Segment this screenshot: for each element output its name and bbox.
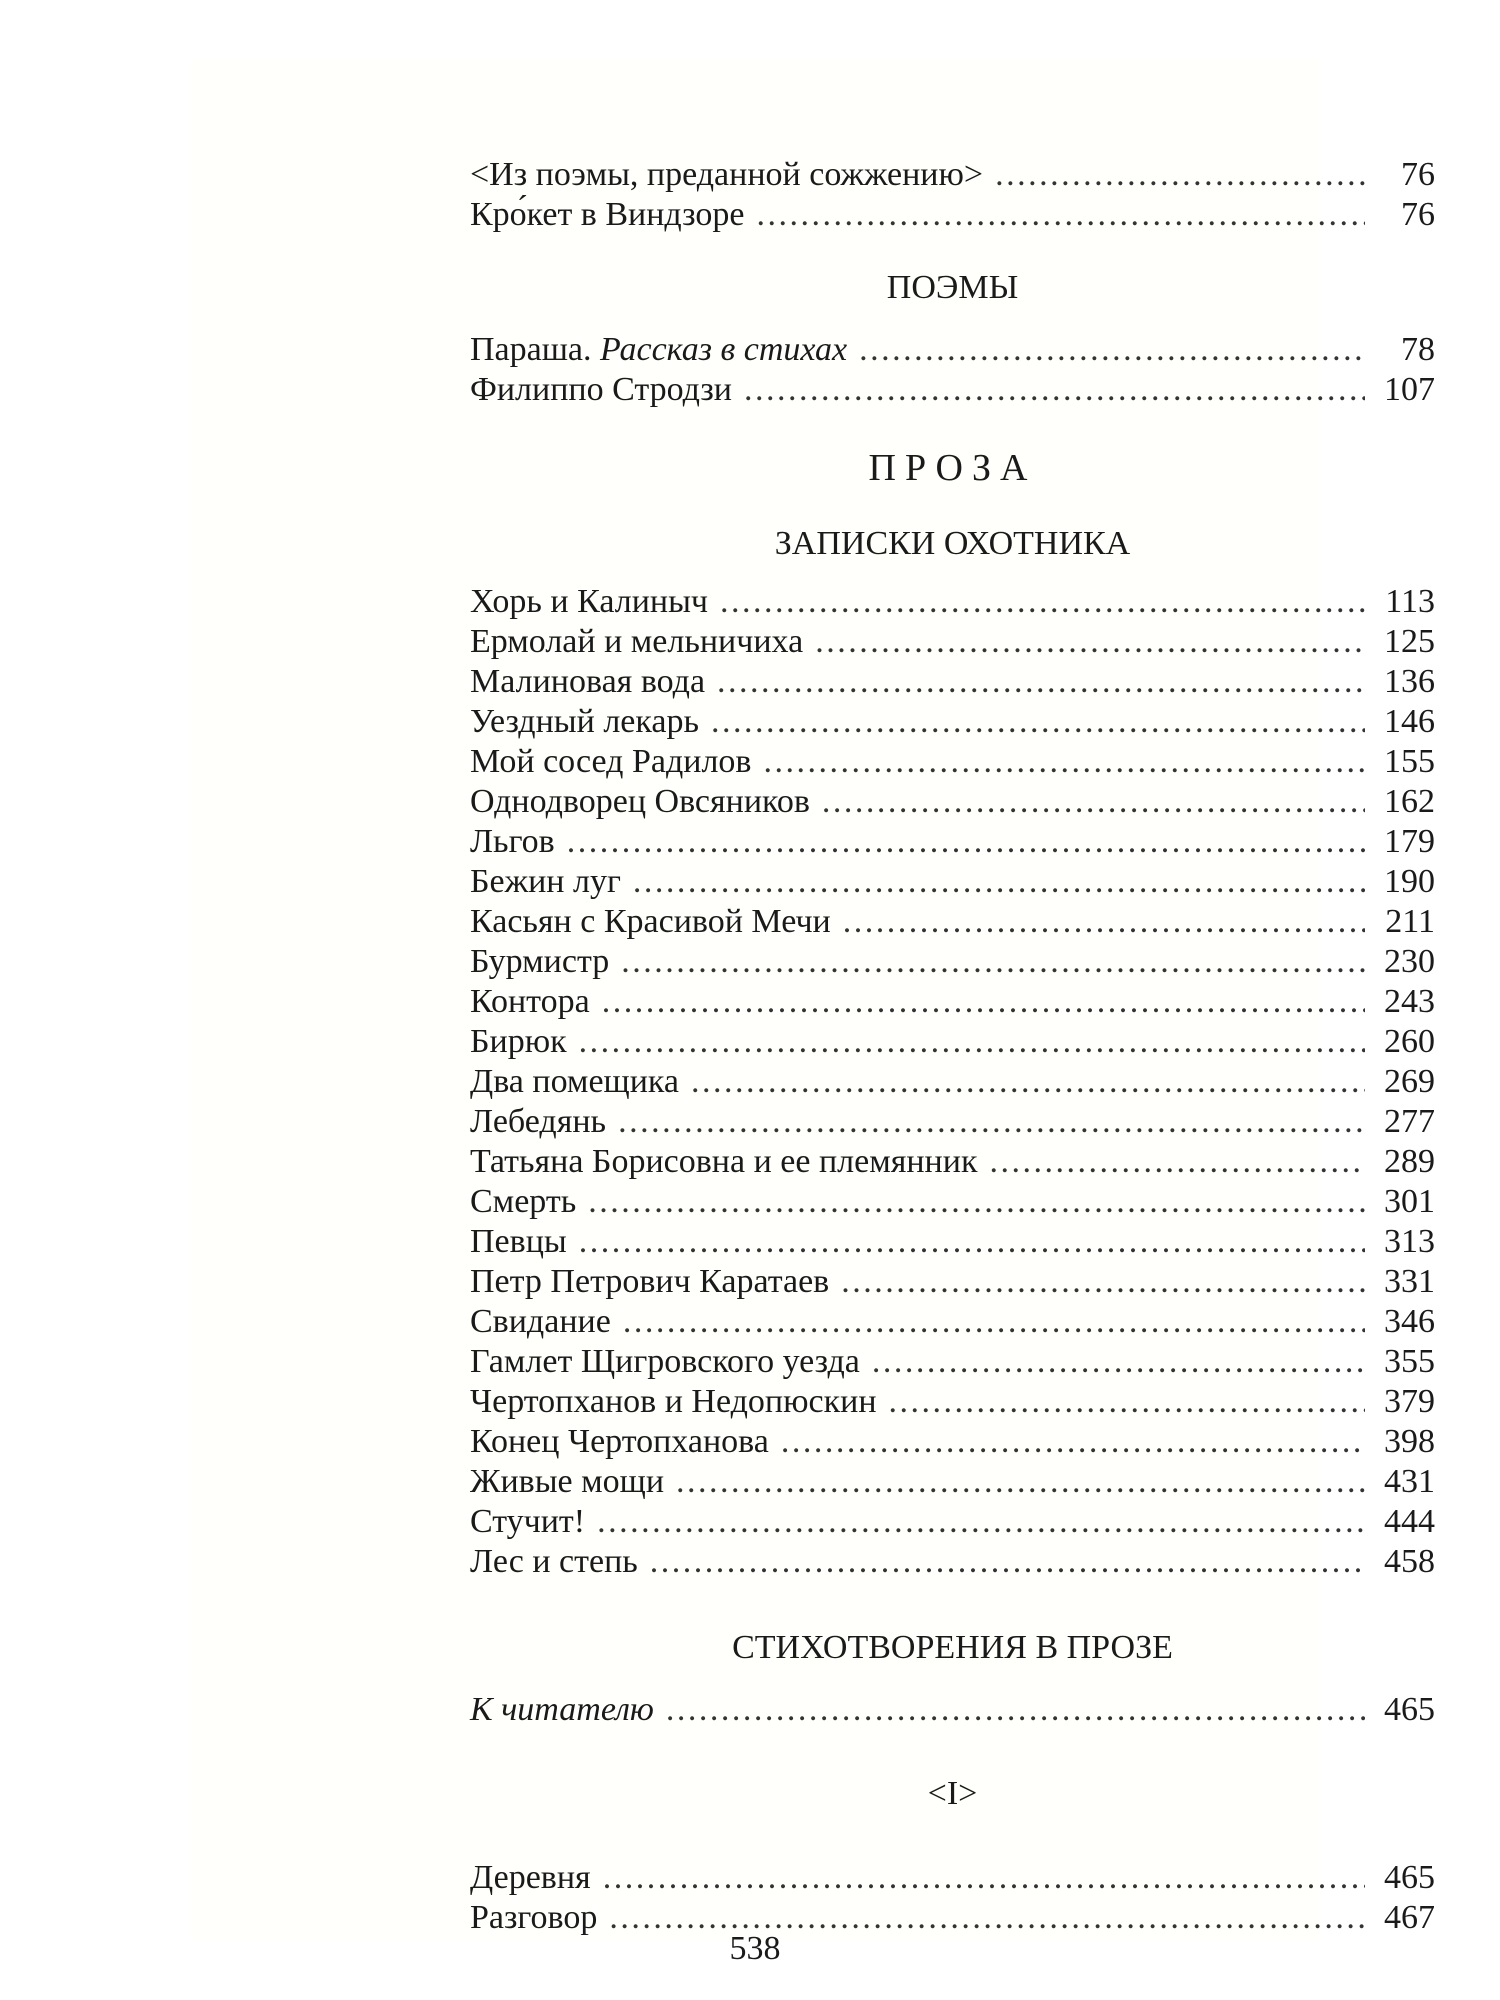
table-of-contents <box>470 155 1435 1938</box>
toc-entry <box>470 1542 1435 1582</box>
toc-entry-title: Уездный лекарь <box>470 703 700 740</box>
toc-entry <box>470 1182 1435 1222</box>
toc-entry-title: Чертопханов и Недопюскин <box>470 1383 877 1420</box>
toc-entry-page: 301 <box>1384 1183 1435 1220</box>
hunter-entries <box>470 582 1435 1582</box>
dot-leader <box>744 370 1365 410</box>
toc-entry <box>470 742 1435 782</box>
dot-leader <box>781 1422 1365 1462</box>
section-heading-poems-in-prose: СТИХОТВОРЕНИЯ В ПРОЗЕ <box>732 1629 1173 1666</box>
dot-leader <box>841 1262 1365 1302</box>
toc-entry-title: Деревня <box>470 1859 591 1896</box>
dot-leader <box>633 862 1365 902</box>
dot-leader <box>650 1542 1365 1582</box>
toc-entry <box>470 582 1435 622</box>
toc-entry-page: 289 <box>1384 1143 1435 1180</box>
part-heading-prose: ПРОЗА <box>868 447 1037 489</box>
toc-entry-page: 313 <box>1384 1223 1435 1260</box>
toc-entry-page: 76 <box>1401 156 1435 193</box>
toc-entry-page: 444 <box>1384 1503 1435 1540</box>
toc-entry <box>470 1142 1435 1182</box>
dot-leader <box>567 822 1365 862</box>
book-page <box>190 60 1435 1967</box>
toc-entry <box>470 155 1435 195</box>
toc-entry <box>470 1858 1435 1898</box>
dot-leader <box>603 1858 1365 1898</box>
dot-leader <box>889 1382 1365 1422</box>
toc-entry-title: Лес и степь <box>470 1543 638 1580</box>
toc-entry <box>470 702 1435 742</box>
toc-entry-title: Хорь и Калиныч <box>470 583 709 620</box>
toc-entry-page: 431 <box>1384 1463 1435 1500</box>
dot-leader <box>666 1690 1365 1730</box>
toc-entry-page: 465 <box>1384 1691 1435 1728</box>
toc-entry-page: 243 <box>1384 983 1435 1020</box>
toc-entry-title: Гамлет Щигровского уезда <box>470 1343 860 1380</box>
toc-entry-title: Свидание <box>470 1303 611 1340</box>
dot-leader <box>843 902 1365 942</box>
toc-entry-page: 107 <box>1384 371 1435 408</box>
toc-entry-page: 269 <box>1384 1063 1435 1100</box>
toc-entry <box>470 1102 1435 1142</box>
dot-leader <box>756 195 1365 235</box>
dot-leader <box>711 702 1365 742</box>
toc-entry-title: Филиппо Стродзи <box>470 371 732 408</box>
dot-leader <box>618 1102 1365 1142</box>
dot-leader <box>597 1502 1365 1542</box>
toc-entry-title: Параша. Рассказ в стихах <box>470 331 848 368</box>
toc-entry-title: К читателю <box>470 1691 654 1728</box>
toc-entry <box>470 902 1435 942</box>
toc-entry-page: 113 <box>1385 583 1435 620</box>
dot-leader <box>676 1462 1365 1502</box>
toc-entry-title: Конец Чертопханова <box>470 1423 769 1460</box>
toc-entry-page: 146 <box>1384 703 1435 740</box>
toc-entry-title: <Из поэмы, преданной сожжению> <box>470 156 984 193</box>
toc-entry-page: 162 <box>1384 783 1435 820</box>
page-number: 538 <box>729 1930 781 1967</box>
dot-leader <box>720 582 1365 622</box>
toc-entry-title: Однодворец Овсяников <box>470 783 810 820</box>
toc-entry <box>470 1382 1435 1422</box>
toc-entry-title: Лебедянь <box>470 1103 607 1140</box>
dot-leader <box>579 1022 1365 1062</box>
toc-entry-title: Касьян с Красивой Мечи <box>470 903 831 940</box>
toc-entry-page: 458 <box>1384 1543 1435 1580</box>
toc-entry-page: 179 <box>1384 823 1435 860</box>
section-heading-hunter: ЗАПИСКИ ОХОТНИКА <box>774 525 1131 562</box>
dot-leader <box>691 1062 1365 1102</box>
toc-entry <box>470 1502 1435 1542</box>
toc-entry-title: Стучит! <box>470 1503 586 1540</box>
toc-entry-page: 355 <box>1384 1343 1435 1380</box>
dot-leader <box>822 782 1365 822</box>
toc-entry <box>470 1422 1435 1462</box>
dot-leader <box>602 982 1365 1022</box>
dot-leader <box>859 330 1365 370</box>
toc-entry-page: 78 <box>1401 331 1435 368</box>
toc-entry <box>470 622 1435 662</box>
toc-entry-page: 346 <box>1384 1303 1435 1340</box>
toc-entry-title: Петр Петрович Каратаев <box>470 1263 830 1300</box>
toc-entry-page: 331 <box>1384 1263 1435 1300</box>
toc-entry-page: 76 <box>1401 196 1435 233</box>
toc-entry-title: Малиновая вода <box>470 663 706 700</box>
toc-entry <box>470 195 1435 235</box>
toc-entry <box>470 822 1435 862</box>
toc-entry-title: Разговор <box>470 1899 598 1936</box>
toc-entry <box>470 1262 1435 1302</box>
toc-entry <box>470 982 1435 1022</box>
toc-entry-title: Живые мощи <box>470 1463 665 1500</box>
toc-entry-page: 465 <box>1384 1859 1435 1896</box>
dot-leader <box>588 1182 1365 1222</box>
toc-entry <box>470 1462 1435 1502</box>
toc-entry-title: Татьяна Борисовна и ее племянник <box>470 1143 978 1180</box>
toc-entry-title: Мой сосед Радилов <box>470 743 752 780</box>
toc-entry-title: Певцы <box>470 1223 567 1260</box>
dot-leader <box>579 1222 1365 1262</box>
toc-entry <box>470 1222 1435 1262</box>
toc-entry-title: Бирюк <box>470 1023 567 1060</box>
toc-entry-title: Ермолай и мельничиха <box>470 623 804 660</box>
toc-entry-subtitle: Рассказ в стихах <box>600 331 848 368</box>
toc-entry-page: 190 <box>1384 863 1435 900</box>
toc-entry-page: 211 <box>1385 903 1435 940</box>
toc-entry <box>470 942 1435 982</box>
dot-leader <box>815 622 1365 662</box>
toc-entry <box>470 1690 1435 1730</box>
toc-entry <box>470 330 1435 370</box>
toc-entry-title: Кро́кет в Виндзоре <box>470 196 745 233</box>
dot-leader <box>717 662 1365 702</box>
toc-entry <box>470 1342 1435 1382</box>
toc-entry <box>470 782 1435 822</box>
toc-entry-page: 277 <box>1384 1103 1435 1140</box>
toc-entry <box>470 1062 1435 1102</box>
toc-entry-page: 398 <box>1384 1423 1435 1460</box>
toc-entry-title: Бурмистр <box>470 943 610 980</box>
dot-leader <box>763 742 1365 782</box>
toc-entry-title: Контора <box>470 983 590 1020</box>
toc-entry-page: 155 <box>1384 743 1435 780</box>
dot-leader <box>621 942 1365 982</box>
toc-entry-title: Льгов <box>470 823 555 860</box>
toc-entry-title: Два помещика <box>470 1063 680 1100</box>
toc-entry-title: Бежин луг <box>470 863 621 900</box>
toc-entry <box>470 662 1435 702</box>
dot-leader <box>989 1142 1365 1182</box>
toc-entry-page: 136 <box>1384 663 1435 700</box>
toc-entry-page: 467 <box>1384 1899 1435 1936</box>
toc-entry <box>470 1022 1435 1062</box>
toc-entry <box>470 1302 1435 1342</box>
dot-leader <box>995 155 1365 195</box>
section-heading-poems: ПОЭМЫ <box>886 269 1019 306</box>
dot-leader <box>872 1342 1365 1382</box>
toc-entry <box>470 370 1435 410</box>
toc-entry-page: 260 <box>1384 1023 1435 1060</box>
toc-entry-page: 230 <box>1384 943 1435 980</box>
subpart-heading: <I> <box>927 1775 978 1812</box>
toc-entry-page: 379 <box>1384 1383 1435 1420</box>
toc-entry <box>470 862 1435 902</box>
toc-entry-title: Смерть <box>470 1183 577 1220</box>
dot-leader <box>623 1302 1365 1342</box>
toc-entry-page: 125 <box>1384 623 1435 660</box>
